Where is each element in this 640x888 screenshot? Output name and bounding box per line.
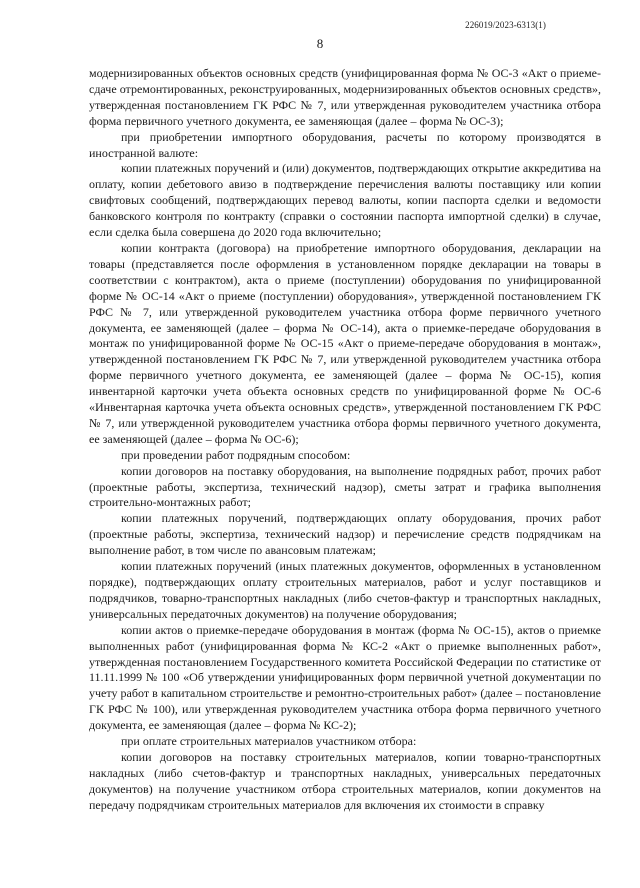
paragraph-6: копии договоров на поставку оборудования, на выполнение подрядных работ, прочих работ (проектные работы, экспертиза, технический надзор), сметы затрат и графика выполнения строительно-монтажных работ; [89,463,601,510]
paragraph-10: при оплате строительных материалов участником отбора: [121,734,417,749]
paragraph-9: копии актов о приемке-передаче оборудования в монтаж (форма № ОС-15), актов о приемке выполненных работ (унифицированная форма № КС-2 «Акт о приемке выполненных работ», утвержденная постановлением Государственного комитета Российской Федерации по статистике от 11.11.1999 № 100 «Об утверждении унифицированных форм первичной учетной документации по учету работ в капитальном строительстве и ремонтно-строительных работ» (далее – постановление ГК РФС № 100), или утвержденная руководителем участника отбора форма первичного учетного документа, ее заменяющая (далее – форма № КС-2); [89,622,601,733]
document-id: 226019/2023-6313(1) [465,20,546,30]
paragraph-2: при приобретении импортного оборудования, расчеты по которому производятся в иностранной валюте: [89,129,601,160]
paragraph-4: копии контракта (договора) на приобретение импортного оборудования, декларации на товары (представляется после оформления в установленном порядке декларации на товары в соответствии с контрактом), акта о приеме (поступлении) оборудования по унифицированной форме № ОС-14 «Акт о приеме (поступлении) оборудования», утвержденной постановлением ГК РФС № 7, или утвержденной руководителем участника отбора форме первичного учетного документа, ее заменяющей (далее – форма № ОС-14), акта о приемке-передаче оборудования в монтаж по унифицированной форме № ОС-15 «Акт о приеме-передаче оборудования в монтаж», утвержденной постановлением ГК РФС № 7, или утвержденной руководителем участника отбора форме первичного учетного документа, ее заменяющей (далее – форма № ОС-15), копия инвентарной карточки учета объекта основных средств по унифицированной форме № ОС-6 «Инвентарная карточка учета объекта основных средств», утвержденной постановлением ГК РФС № 7, или утвержденной руководителем участника отбора формы первичного учетного документа, ее заменяющей (далее – форма № ОС-6); [89,240,601,446]
paragraph-5: при проведении работ подрядным способом: [121,447,351,462]
paragraph-1: модернизированных объектов основных средств (унифицированная форма № ОС-3 «Акт о приеме-сдаче отремонтированных, реконструированных, модернизированных объектов основных средств», утвержденная постановлением ГК РФС № 7, или утвержденная руководителем участника отбора форма первичного учетного документа, ее заменяющая (далее – форма № ОС-3); [89,66,601,128]
paragraph-11: копии договоров на поставку строительных материалов, копии товарно-транспортных накладных (либо счетов-фактур и транспортных накладных, универсальных передаточных документов) на получение участником отбора строительных материалов, копии документов на передачу подрядчикам строительных материалов для включения их стоимости в справку [89,749,601,812]
paragraph-3: копии платежных поручений и (или) документов, подтверждающих открытие аккредитива на оплату, копии дебетового авизо в подтверждение перечисления валюты поставщику или копии свифтовых сообщений, подтверждающих перевод валюты, копии паспорта сделки и ведомости банковского контроля по контракту (справки о состоянии паспорта импортной сделки) в случае, если сделка была совершена до 2020 года включительно; [89,161,601,240]
document-body [89,66,601,814]
page-number: 8 [316,36,324,51]
paragraph-7: копии платежных поручений, подтверждающих оплату оборудования, прочих работ (проектные работы, экспертиза, технический надзор) и перечисление средств подрядчикам на выполнение работ, в том числе по авансовым платежам; [89,511,601,558]
paragraph-8: копии платежных поручений (иных платежных документов, оформленных в установленном порядке), подтверждающих оплату строительных материалов, работ и услуг поставщиков и подрядчиков, товарно-транспортных накладных (либо счетов-фактур и транспортных накладных, универсальных передаточных документов) на получение оборудования; [89,559,601,621]
